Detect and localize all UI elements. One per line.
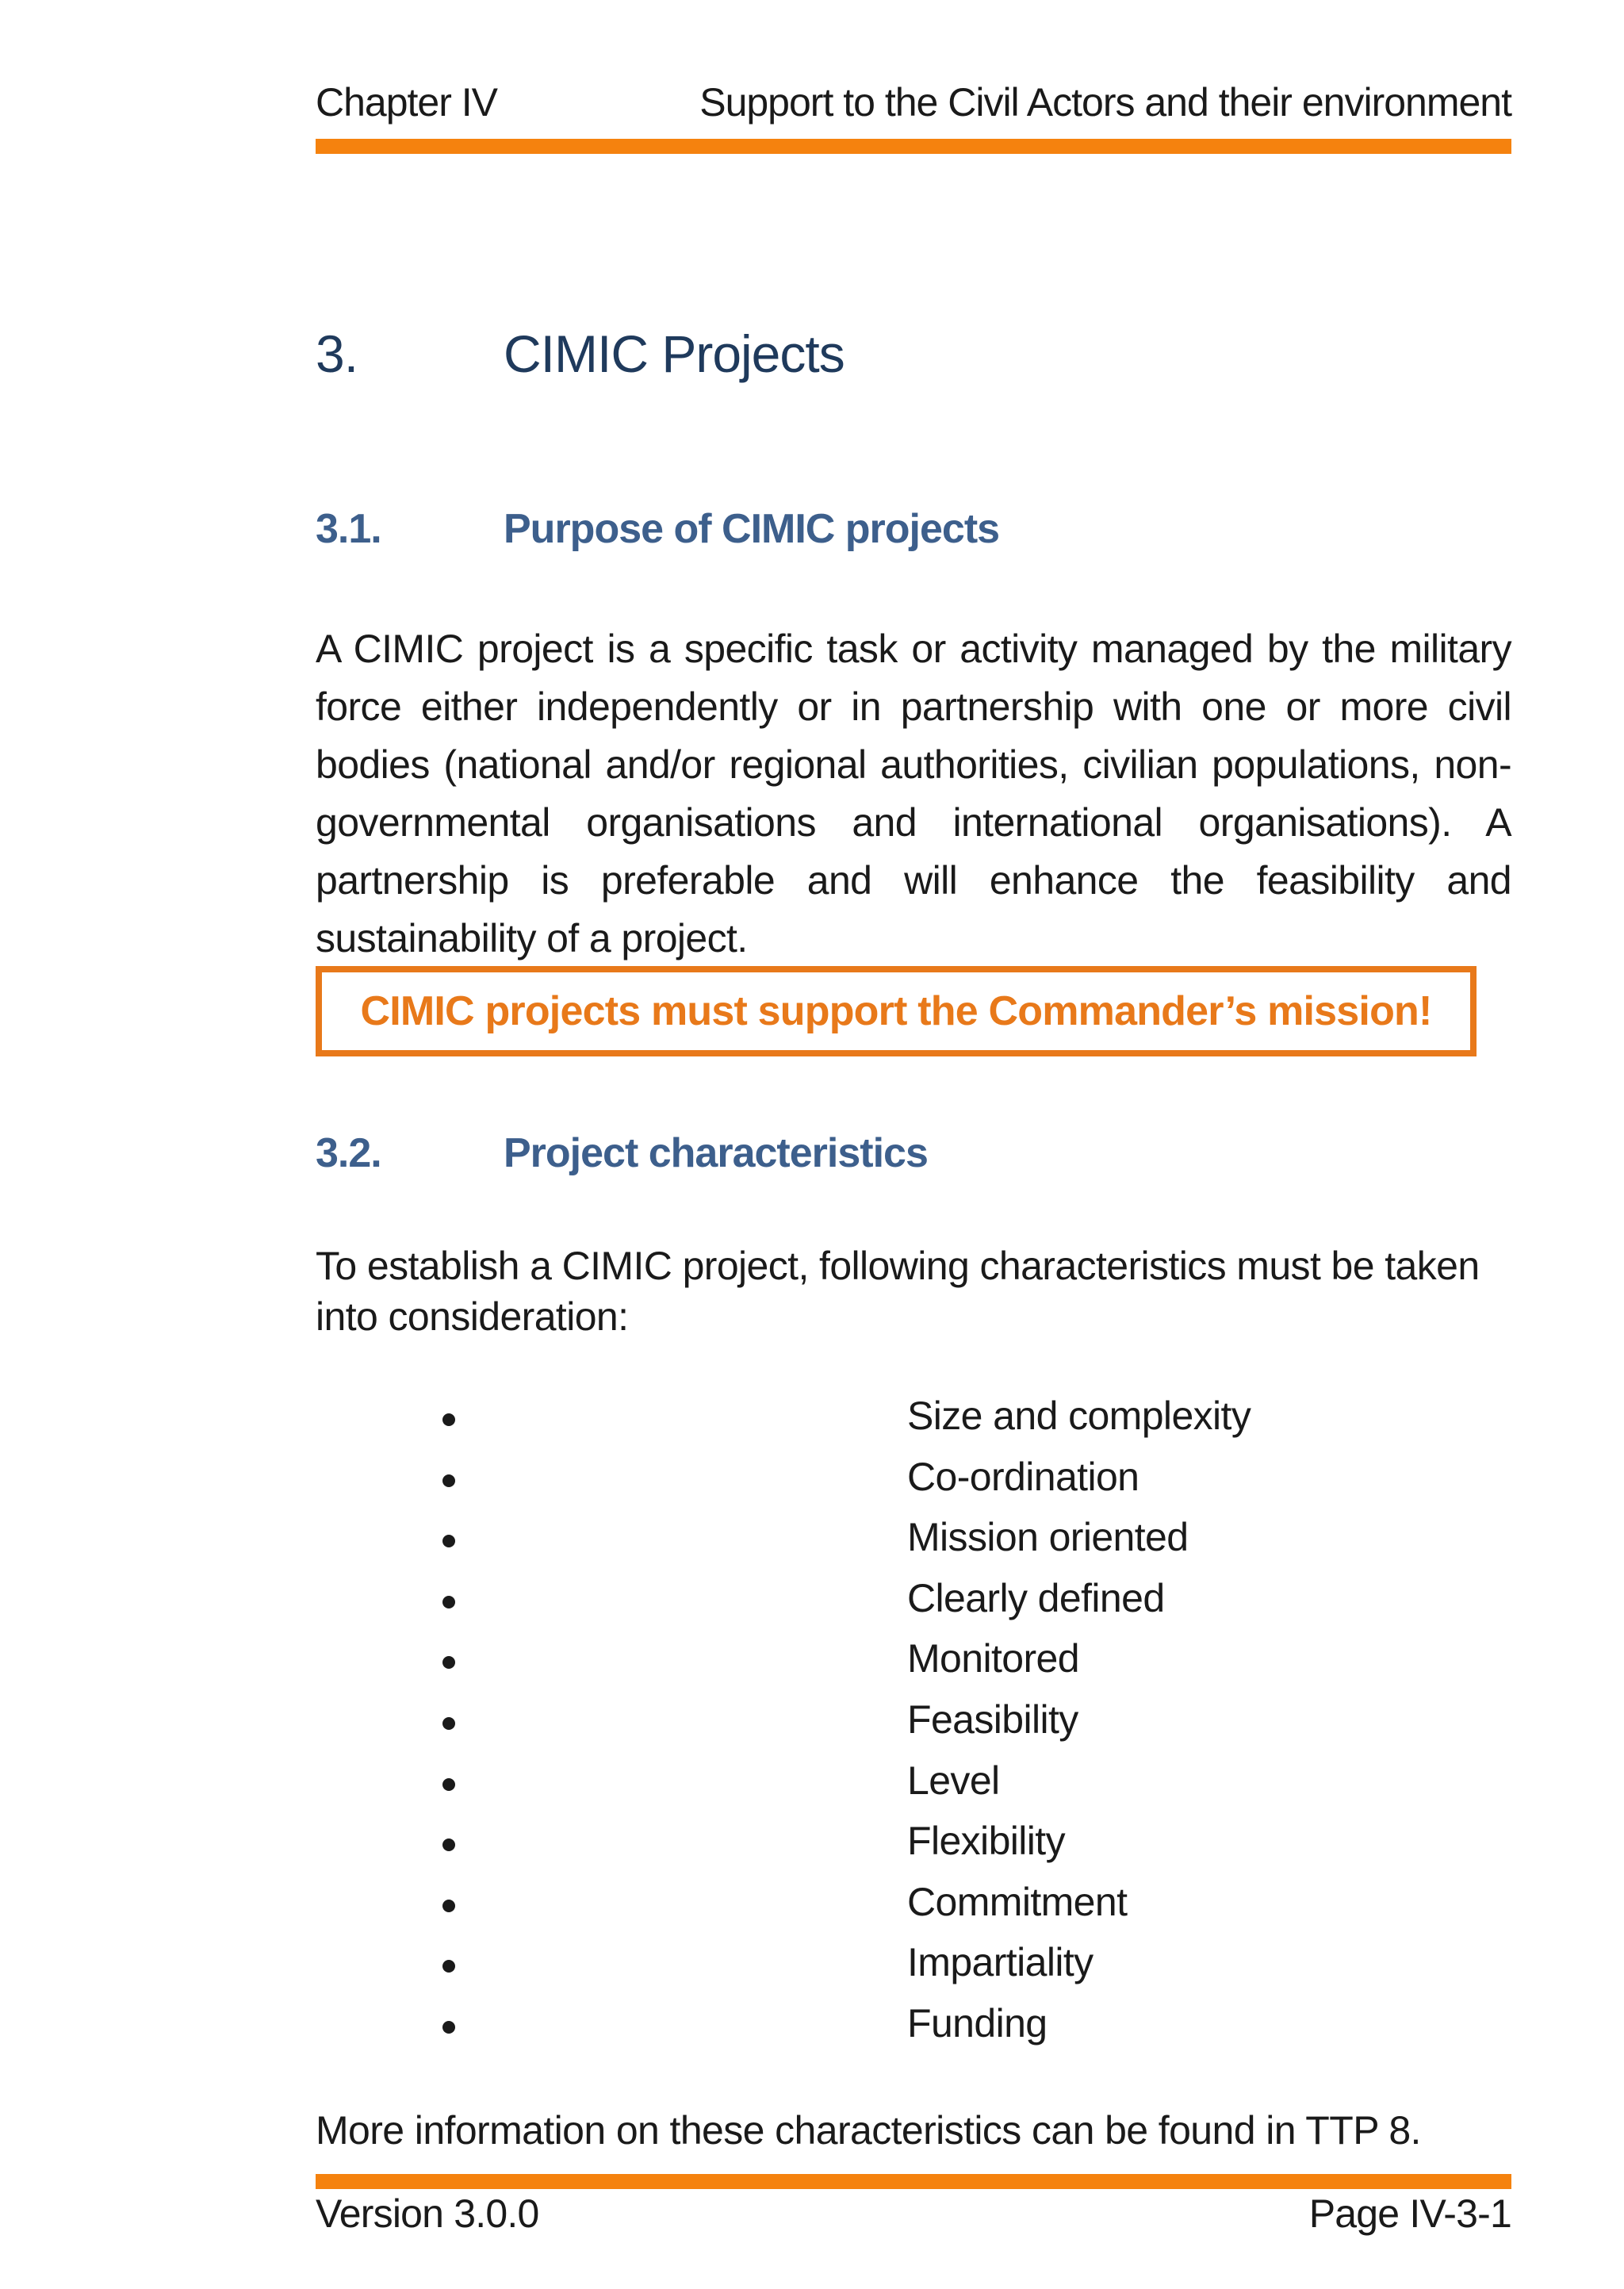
bullet-icon (442, 1596, 455, 1608)
list-item (316, 1818, 1511, 1879)
section-heading (316, 324, 845, 384)
characteristics-list (316, 1393, 1511, 2061)
subsection-title: Purpose of CIMIC projects (504, 506, 1000, 552)
list-item (316, 2000, 1511, 2061)
callout-text: CIMIC projects must support the Commander’s mission! (360, 988, 1432, 1034)
list-item-label: Clearly defined (907, 1575, 1165, 1620)
running-header (316, 79, 1511, 125)
document-page (316, 0, 1511, 2289)
bullet-icon (442, 1717, 455, 1730)
list-item (316, 1939, 1511, 2000)
list-item-label: Feasibility (907, 1697, 1078, 1742)
section-number: 3. (316, 324, 358, 383)
list-item-label: Flexibility (907, 1819, 1065, 1864)
bullet-icon (442, 1838, 455, 1851)
list-item-label: Co-ordination (907, 1454, 1139, 1499)
list-item-label: Mission oriented (907, 1515, 1189, 1560)
list-item-label: Funding (907, 2000, 1048, 2046)
header-title: Support to the Civil Actors and their environment (699, 80, 1511, 125)
footer-rule (316, 2174, 1511, 2189)
header-chapter: Chapter IV (316, 80, 498, 125)
list-item-label: Commitment (907, 1879, 1128, 1924)
list-item-label: Level (907, 1758, 1000, 1803)
list-item-label: Size and complexity (907, 1394, 1251, 1438)
list-item-label: Monitored (907, 1636, 1079, 1681)
footer-version: Version 3.0.0 (316, 2191, 539, 2236)
list-item (316, 1879, 1511, 1940)
footer-page-number: Page IV-3-1 (1308, 2191, 1511, 2236)
bullet-icon (442, 1778, 455, 1791)
characteristics-intro: To establish a CIMIC project, following characteristics must be taken into consideration: (316, 1244, 1480, 1339)
bullet-icon (442, 1413, 455, 1426)
running-footer (316, 2191, 1511, 2237)
purpose-paragraph: A CIMIC project is a specific task or activity managed by the military force either independently or in partnership with one or more civil bodies (national and/or regional authorities, civilian populations, non-governmental organisations and international organisations). A partnership is preferable and will enhance the feasibility and sustainability of a project. (316, 627, 1511, 960)
list-item (316, 1635, 1511, 1697)
subsection-number: 3.2. (316, 1130, 381, 1176)
list-item (316, 1393, 1511, 1454)
list-item (316, 1454, 1511, 1515)
callout-box (316, 966, 1477, 1056)
subsection-heading-purpose (316, 505, 999, 553)
subsection-number: 3.1. (316, 506, 381, 552)
subsection-heading-characteristics (316, 1129, 928, 1177)
list-item (316, 1514, 1511, 1575)
bullet-icon (442, 1656, 455, 1669)
list-item (316, 1758, 1511, 1819)
section-title: CIMIC Projects (504, 324, 845, 383)
bullet-icon (442, 1960, 455, 1973)
bullet-icon (442, 1900, 455, 1912)
bullet-icon (442, 2021, 455, 2034)
subsection-title: Project characteristics (504, 1130, 928, 1176)
header-rule (316, 139, 1511, 154)
closing-paragraph: More information on these characteristics can be found in TTP 8. (316, 2108, 1421, 2153)
bullet-icon (442, 1535, 455, 1547)
bullet-icon (442, 1474, 455, 1487)
list-item-label: Impartiality (907, 1940, 1094, 1985)
list-item (316, 1697, 1511, 1758)
list-item (316, 1575, 1511, 1636)
